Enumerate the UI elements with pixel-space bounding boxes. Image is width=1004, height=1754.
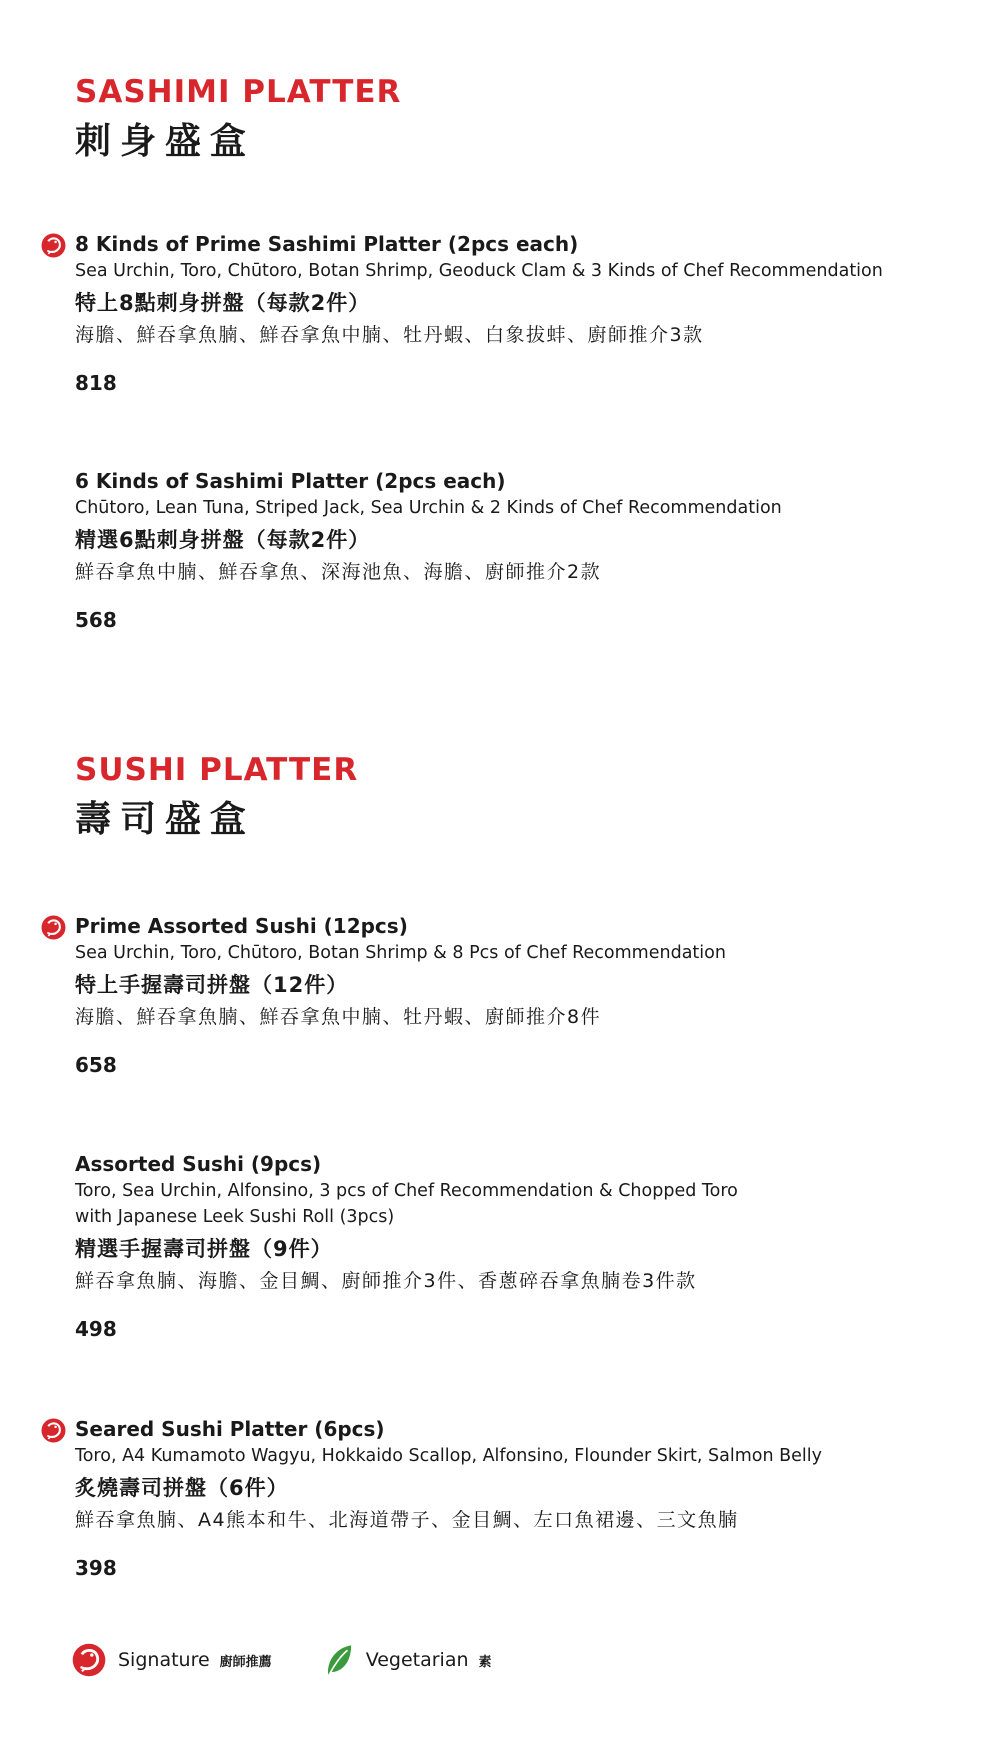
- legend-vegetarian-label: Vegetarian: [365, 1649, 469, 1671]
- item-desc-zh: 鮮吞拿魚腩、A4熊本和牛、北海道帶子、金目鯛、左口魚裙邊、三文魚腩: [75, 1509, 739, 1531]
- section-header-sushi: [75, 752, 358, 842]
- legend-signature-label: Signature: [118, 1649, 210, 1671]
- shrimp-icon: [41, 233, 66, 258]
- legend-vegetarian: [324, 1643, 492, 1677]
- item-name-zh: 精選6點刺身拼盤（每款2件）: [75, 528, 371, 552]
- menu-item: [75, 467, 955, 633]
- item-desc-en: with Japanese Leek Sushi Roll (3pcs): [75, 1207, 395, 1227]
- section-title-en: SUSHI PLATTER: [75, 752, 359, 788]
- item-name-en: 6 Kinds of Sashimi Platter (2pcs each): [75, 469, 506, 493]
- item-desc-en: Sea Urchin, Toro, Chūtoro, Botan Shrimp & 8 Pcs of Chef Recommendation: [75, 943, 726, 963]
- leaf-icon: [324, 1643, 354, 1677]
- item-price: 818: [75, 371, 117, 395]
- item-name-zh: 炙燒壽司拼盤（6件）: [75, 1476, 289, 1500]
- item-name-zh: 特上手握壽司拼盤（12件）: [75, 973, 349, 997]
- menu-item: [75, 1150, 955, 1342]
- section-title-zh: 壽司盛盒: [75, 799, 256, 840]
- item-desc-zh: 鮮吞拿魚中腩、鮮吞拿魚、深海池魚、海膽、廚師推介2款: [75, 561, 602, 583]
- shrimp-icon: [41, 915, 66, 940]
- menu-item: [75, 912, 955, 1078]
- item-name-en: Prime Assorted Sushi (12pcs): [75, 914, 408, 938]
- item-price: 658: [75, 1053, 117, 1077]
- shrimp-icon: [72, 1643, 106, 1677]
- menu-item: [75, 1415, 955, 1581]
- section-title-zh: 刺身盛盒: [75, 121, 256, 162]
- section-title-en: SASHIMI PLATTER: [75, 74, 402, 110]
- item-name-en: Seared Sushi Platter (6pcs): [75, 1417, 385, 1441]
- item-name-en: Assorted Sushi (9pcs): [75, 1152, 322, 1176]
- item-desc-zh: 海膽、鮮吞拿魚腩、鮮吞拿魚中腩、牡丹蝦、廚師推介8件: [75, 1006, 602, 1028]
- item-desc-zh: 鮮吞拿魚腩、海膽、金目鯛、廚師推介3件、香蔥碎吞拿魚腩卷3件款: [75, 1270, 697, 1292]
- item-desc-en: Toro, A4 Kumamoto Wagyu, Hokkaido Scallop, Alfonsino, Flounder Skirt, Salmon Belly: [75, 1446, 822, 1466]
- item-price: 498: [75, 1317, 117, 1341]
- item-desc-en: Chūtoro, Lean Tuna, Striped Jack, Sea Urchin & 2 Kinds of Chef Recommendation: [75, 498, 782, 518]
- item-desc-zh: 海膽、鮮吞拿魚腩、鮮吞拿魚中腩、牡丹蝦、白象拔蚌、廚師推介3款: [75, 324, 704, 346]
- section-header-sashimi: [75, 74, 401, 164]
- item-name-zh: 特上8點刺身拼盤（每款2件）: [75, 291, 371, 315]
- legend-signature-label-zh: 廚師推薦: [219, 1654, 272, 1670]
- legend-signature: [72, 1643, 272, 1677]
- shrimp-icon: [41, 1418, 66, 1443]
- item-desc-en: Sea Urchin, Toro, Chūtoro, Botan Shrimp, Geoduck Clam & 3 Kinds of Chef Recommendation: [75, 261, 883, 281]
- legend: [72, 1640, 544, 1680]
- legend-vegetarian-label-zh: 素: [478, 1654, 492, 1670]
- item-desc-en: Toro, Sea Urchin, Alfonsino, 3 pcs of Chef Recommendation & Chopped Toro: [75, 1181, 738, 1201]
- item-price: 398: [75, 1556, 117, 1580]
- item-name-en: 8 Kinds of Prime Sashimi Platter (2pcs each): [75, 232, 579, 256]
- item-name-zh: 精選手握壽司拼盤（9件）: [75, 1237, 333, 1261]
- menu-item: [75, 230, 955, 396]
- item-price: 568: [75, 608, 117, 632]
